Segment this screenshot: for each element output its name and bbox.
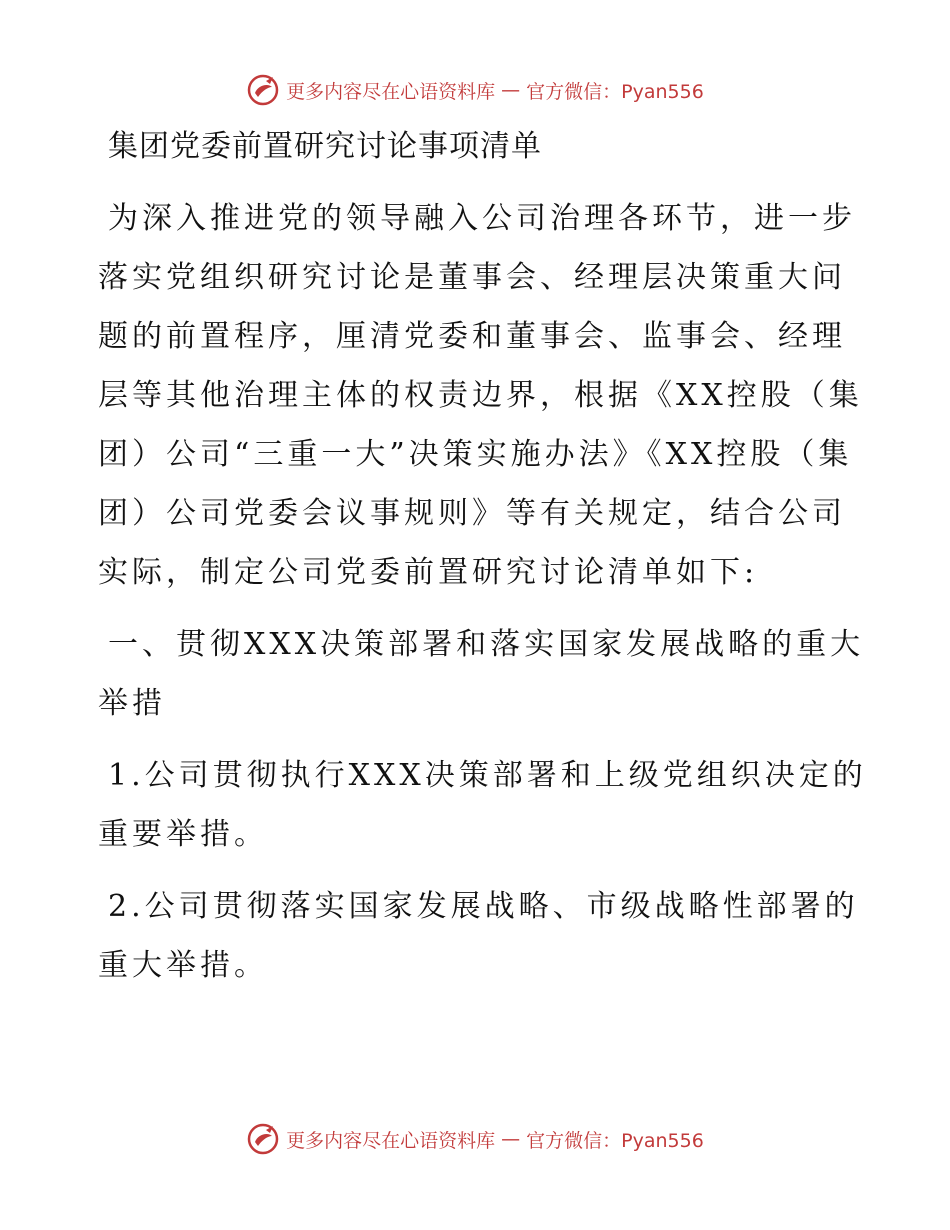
watermark-separator: — bbox=[501, 79, 521, 101]
brand-logo-icon bbox=[246, 73, 280, 107]
section-heading-1: 一、贯彻XXX决策部署和落实国家发展战略的重大举措 bbox=[98, 627, 865, 721]
list-item: 1.公司贯彻执行XXX决策部署和上级党组织决定的重要举措。 bbox=[98, 758, 867, 852]
footer-watermark bbox=[0, 1119, 950, 1159]
brand-logo-icon bbox=[246, 1122, 280, 1156]
watermark-text: 更多内容尽在心语资料库 bbox=[286, 80, 496, 103]
watermark-contact: 官方微信：Pyan556 bbox=[526, 1129, 704, 1152]
document-body bbox=[98, 118, 868, 995]
header-watermark bbox=[0, 70, 950, 110]
watermark-contact: 官方微信：Pyan556 bbox=[526, 80, 704, 103]
watermark-separator: — bbox=[501, 1128, 521, 1150]
intro-paragraph: 为深入推进党的领导融入公司治理各环节，进一步落实党组织研究讨论是董事会、经理层决策重大问题的前置程序，厘清党委和董事会、监事会、经理层等其他治理主体的权责边界，根据《XX控股（集团）公司“三重一大”决策实施办法》《XX控股（集团）公司党委会议事规则》等有关规定，结合公司实际，制定公司党委前置研究讨论清单如下: bbox=[98, 201, 863, 590]
watermark-text: 更多内容尽在心语资料库 bbox=[286, 1129, 496, 1152]
list-item: 2.公司贯彻落实国家发展战略、市级战略性部署的重大举措。 bbox=[98, 889, 859, 983]
document-title: 集团党委前置研究讨论事项清单 bbox=[108, 129, 542, 164]
